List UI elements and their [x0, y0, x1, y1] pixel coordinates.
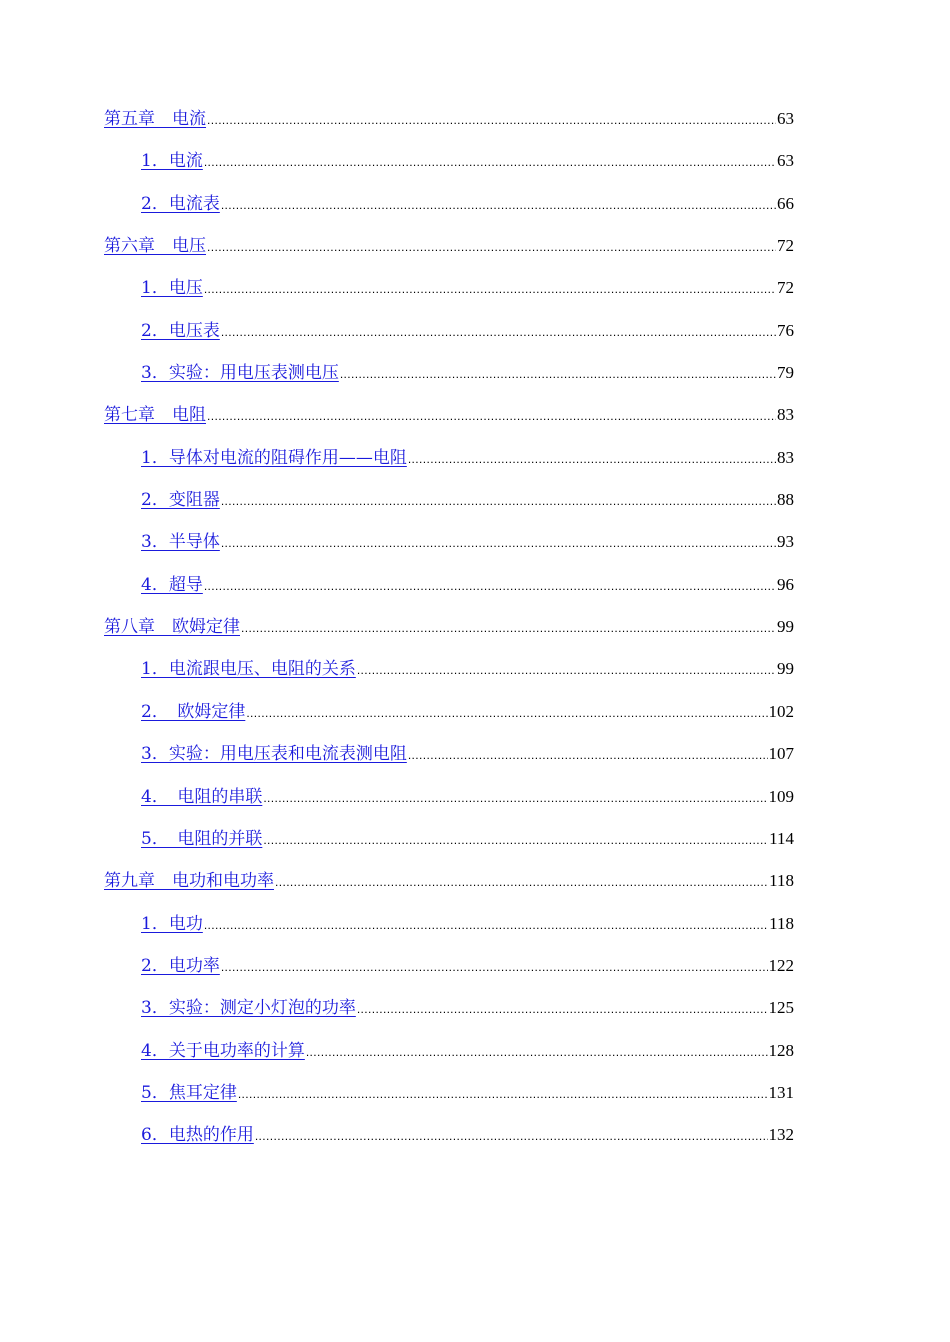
toc-entry	[104, 648, 794, 690]
toc-entry	[104, 691, 794, 733]
toc-entry	[104, 1030, 794, 1072]
toc-link[interactable]: 5． 电阻的并联	[141, 828, 263, 849]
toc-page-number: 79	[777, 363, 794, 383]
toc-link[interactable]: 第九章 电功和电功率	[104, 871, 274, 892]
dot-leader	[204, 565, 776, 607]
toc-page-number: 132	[768, 1125, 794, 1145]
dot-leader	[255, 1115, 768, 1157]
toc-entry	[104, 394, 794, 436]
toc-page-number: 122	[768, 955, 794, 975]
toc-link[interactable]: 1．电流跟电压、电阻的关系	[141, 659, 356, 680]
toc-page-number: 131	[768, 1082, 794, 1102]
toc-entry	[104, 98, 794, 140]
dot-leader	[207, 99, 776, 141]
table-of-contents	[104, 98, 794, 1157]
toc-link[interactable]: 1．电功	[141, 913, 203, 934]
dot-leader	[340, 353, 776, 395]
toc-page-number: 83	[777, 447, 794, 467]
toc-entry	[104, 310, 794, 352]
toc-page-number: 88	[777, 490, 794, 510]
toc-entry	[104, 945, 794, 987]
dot-leader	[221, 522, 776, 564]
toc-entry	[104, 860, 794, 902]
toc-entry	[104, 1072, 794, 1114]
toc-page-number: 72	[777, 278, 794, 298]
toc-page-number: 128	[768, 1040, 794, 1060]
dot-leader	[275, 861, 768, 903]
toc-link[interactable]: 第五章 电流	[104, 109, 206, 129]
toc-page-number: 109	[768, 786, 794, 806]
toc-page-number: 107	[768, 744, 794, 764]
toc-page-number: 118	[769, 913, 794, 933]
toc-link[interactable]: 4． 电阻的串联	[141, 786, 263, 807]
toc-entry	[104, 1114, 794, 1156]
toc-link[interactable]: 4．关于电功率的计算	[141, 1040, 305, 1061]
toc-link[interactable]: 2．电功率	[141, 955, 220, 976]
toc-page-number: 99	[777, 659, 794, 679]
toc-entry	[104, 733, 794, 775]
toc-link[interactable]: 1．电压	[141, 278, 203, 299]
dot-leader	[246, 692, 767, 734]
toc-link[interactable]: 2．变阻器	[141, 490, 220, 511]
toc-entry	[104, 437, 794, 479]
toc-entry	[104, 903, 794, 945]
dot-leader	[204, 141, 776, 183]
toc-entry	[104, 818, 794, 860]
toc-entry	[104, 606, 794, 648]
dot-leader	[357, 988, 768, 1030]
toc-link[interactable]: 3．实验：用电压表和电流表测电阻	[141, 744, 407, 765]
dot-leader	[221, 480, 776, 522]
toc-page-number: 99	[777, 617, 794, 637]
dot-leader	[204, 268, 776, 310]
toc-link[interactable]: 1．导体对电流的阻碍作用——电阻	[141, 447, 407, 468]
toc-page-number: 93	[777, 532, 794, 552]
dot-leader	[306, 1031, 768, 1073]
toc-entry	[104, 479, 794, 521]
toc-link[interactable]: 第六章 电压	[104, 236, 206, 257]
toc-page-number: 96	[777, 574, 794, 594]
dot-leader	[207, 226, 776, 268]
toc-page-number: 63	[777, 109, 794, 128]
toc-link[interactable]: 第七章 电阻	[104, 405, 206, 426]
toc-link[interactable]: 2． 欧姆定律	[141, 701, 246, 722]
toc-page-number: 76	[777, 320, 794, 340]
toc-page-number: 83	[777, 405, 794, 425]
toc-link[interactable]: 3．实验：测定小灯泡的功率	[141, 998, 356, 1019]
toc-link[interactable]: 1．电流	[141, 151, 203, 172]
dot-leader	[221, 946, 768, 988]
dot-leader	[238, 1073, 768, 1115]
toc-link[interactable]: 2．电流表	[141, 193, 220, 214]
toc-link[interactable]: 4．超导	[141, 574, 203, 595]
toc-entry	[104, 267, 794, 309]
toc-entry	[104, 776, 794, 818]
dot-leader	[263, 819, 768, 861]
toc-link[interactable]: 第八章 欧姆定律	[104, 617, 240, 638]
toc-page-number: 66	[777, 193, 794, 213]
dot-leader	[408, 438, 776, 480]
toc-page-number: 114	[769, 828, 794, 848]
toc-entry	[104, 564, 794, 606]
toc-page-number: 102	[768, 701, 794, 721]
dot-leader	[241, 607, 776, 649]
toc-link[interactable]: 5．焦耳定律	[141, 1082, 237, 1103]
toc-link[interactable]: 3．实验：用电压表测电压	[141, 363, 339, 384]
toc-entry	[104, 225, 794, 267]
dot-leader	[207, 395, 776, 437]
toc-page-number: 125	[768, 998, 794, 1018]
toc-link[interactable]: 6．电热的作用	[141, 1125, 254, 1146]
dot-leader	[357, 649, 776, 691]
toc-link[interactable]: 3．半导体	[141, 532, 220, 553]
dot-leader	[221, 184, 776, 226]
dot-leader	[263, 777, 767, 819]
toc-page-number: 63	[777, 151, 794, 171]
toc-link[interactable]: 2．电压表	[141, 320, 220, 341]
toc-entry	[104, 987, 794, 1029]
dot-leader	[408, 734, 768, 776]
toc-entry	[104, 140, 794, 182]
toc-page-number: 118	[769, 871, 794, 891]
toc-page-number: 72	[777, 236, 794, 256]
toc-entry	[104, 521, 794, 563]
dot-leader	[204, 904, 768, 946]
dot-leader	[221, 311, 776, 353]
toc-entry	[104, 352, 794, 394]
toc-entry	[104, 183, 794, 225]
